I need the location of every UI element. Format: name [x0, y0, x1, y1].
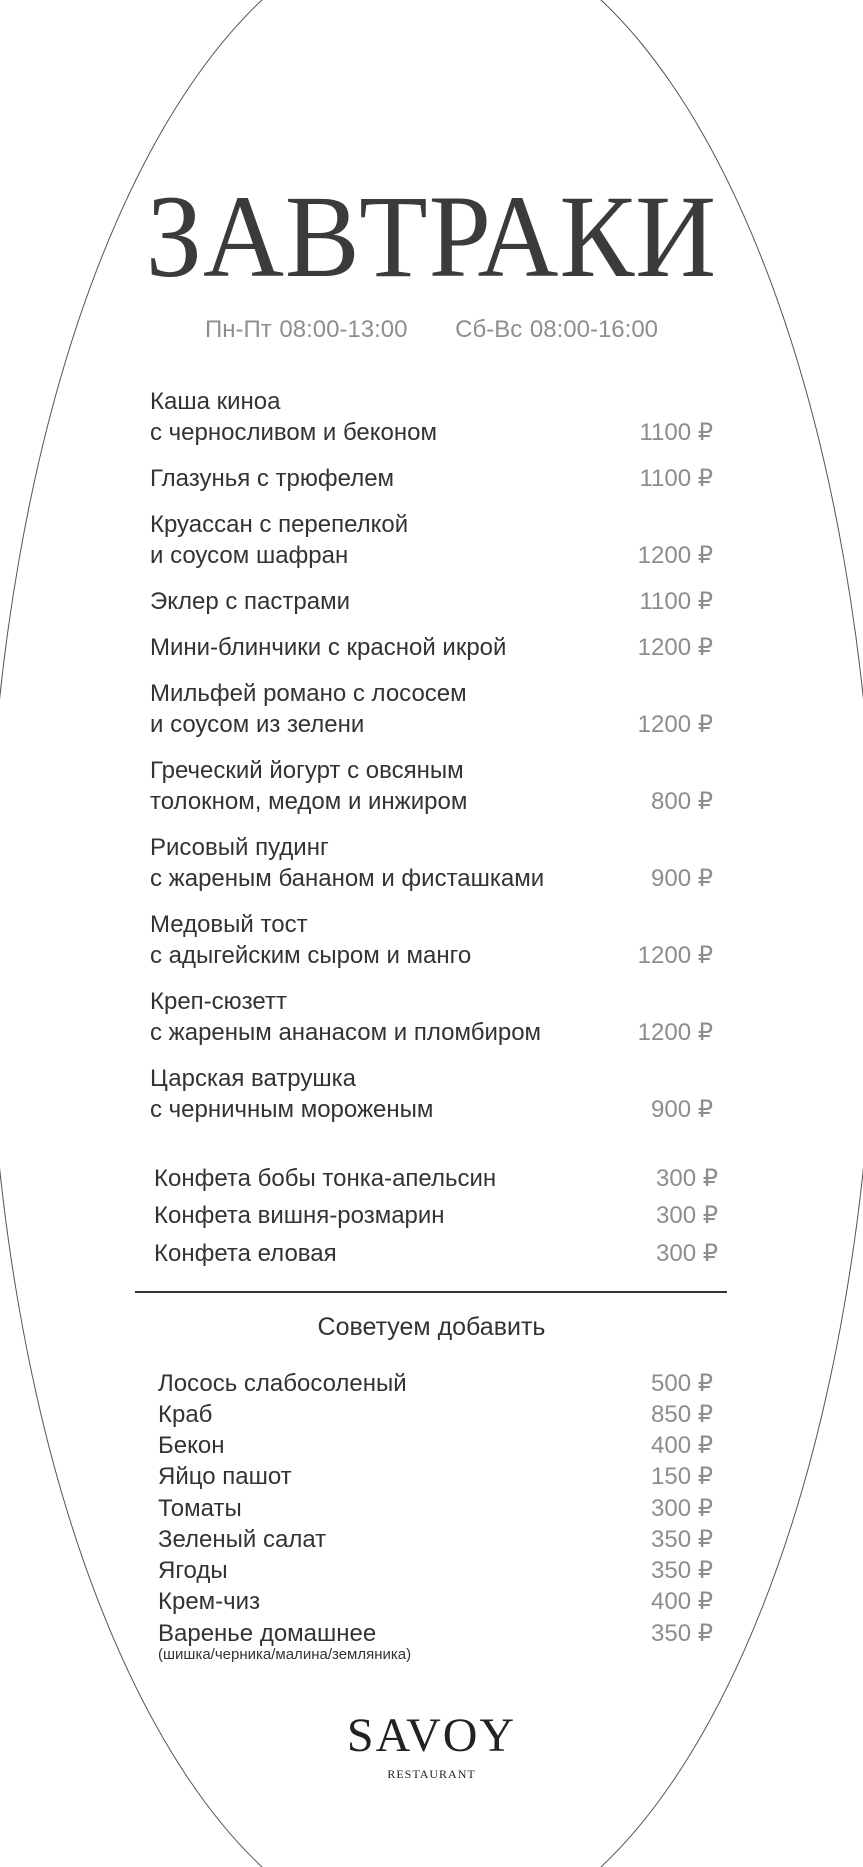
- menu-item: Глазунья с трюфелем 1100 ₽: [150, 465, 713, 492]
- menu-item: Греческий йогурт с овсяным толокном, медом и инжиром 800 ₽: [150, 757, 713, 815]
- addon-item: Томаты 300 ₽: [158, 1495, 713, 1522]
- addon-item: Яйцо пашот 150 ₽: [158, 1463, 713, 1490]
- menu-item-price: 1100 ₽: [639, 465, 713, 492]
- addon-item: Бекон 400 ₽: [158, 1432, 713, 1459]
- menu-item-price: 900 ₽: [651, 1096, 713, 1123]
- addon-price: 400 ₽: [651, 1432, 713, 1459]
- opening-hours: [0, 316, 863, 344]
- addon-price: 400 ₽: [651, 1588, 713, 1615]
- menu-item-price: 1200 ₽: [637, 711, 713, 738]
- addon-item: Крем-чиз 400 ₽: [158, 1588, 713, 1615]
- sweet-price: 300 ₽: [656, 1202, 718, 1229]
- addon-price: 350 ₽: [651, 1526, 713, 1553]
- sweet-price: 300 ₽: [656, 1165, 718, 1192]
- menu-item: Мини-блинчики с красной икрой 1200 ₽: [150, 634, 713, 661]
- hours-weekdays: Пн-Пт 08:00-13:00: [204, 316, 408, 343]
- addon-price: 350 ₽: [651, 1557, 713, 1584]
- addon-price: 150 ₽: [651, 1463, 713, 1490]
- sweet-price: 300 ₽: [656, 1240, 718, 1267]
- addon-item: Варенье домашнее 350 ₽: [158, 1620, 713, 1647]
- sweet-item: Конфета бобы тонка-апельсин 300 ₽: [154, 1165, 718, 1192]
- addon-price: 300 ₽: [651, 1495, 713, 1522]
- addon-price: 500 ₽: [651, 1370, 713, 1397]
- hours-weekend: Сб-Вс 08:00-16:00: [455, 316, 659, 343]
- menu-item: Рисовый пудинг с жареным бананом и фисташками 900 ₽: [150, 834, 713, 892]
- section-divider: [135, 1291, 727, 1293]
- menu-item: Круассан с перепелкой и соусом шафран 1200 ₽: [150, 511, 713, 569]
- sweet-item: Конфета вишня-розмарин 300 ₽: [154, 1202, 718, 1229]
- menu-item-price: 1200 ₽: [637, 942, 713, 969]
- page-title: ЗАВТРАКИ: [145, 171, 718, 302]
- menu-item: Каша киноа с черносливом и беконом 1100 ₽: [150, 388, 713, 446]
- brand-subtitle: RESTAURANT: [387, 1767, 476, 1781]
- menu-item-price: 1200 ₽: [637, 1019, 713, 1046]
- addon-item: Ягоды 350 ₽: [158, 1557, 713, 1584]
- menu-item: Царская ватрушка с черничным мороженым 900 ₽: [150, 1065, 713, 1123]
- jam-flavors-note: (шишка/черника/малина/земляника): [158, 1646, 412, 1663]
- menu-item: Мильфей романо с лососем и соусом из зелени 1200 ₽: [150, 680, 713, 738]
- addon-item: Зеленый салат 350 ₽: [158, 1526, 713, 1553]
- addon-price: 350 ₽: [651, 1620, 713, 1647]
- menu-item-price: 1100 ₽: [639, 419, 713, 446]
- addon-item: Лосось слабосоленый 500 ₽: [158, 1370, 713, 1397]
- menu-item-price: 900 ₽: [651, 865, 713, 892]
- menu-item-price: 1200 ₽: [637, 634, 713, 661]
- menu-item-price: 1200 ₽: [637, 542, 713, 569]
- menu-item-price: 1100 ₽: [639, 588, 713, 615]
- menu-item: Медовый тост с адыгейским сыром и манго 1200 ₽: [150, 911, 713, 969]
- recommend-title: Советуем добавить: [317, 1313, 546, 1341]
- menu-item-price: 800 ₽: [651, 788, 713, 815]
- addon-price: 850 ₽: [651, 1401, 713, 1428]
- brand-logo: SAVOY: [346, 1709, 517, 1762]
- menu-item: Креп-сюзетт с жареным ананасом и пломбиром 1200 ₽: [150, 988, 713, 1046]
- addon-item: Краб 850 ₽: [158, 1401, 713, 1428]
- menu-item: Эклер с пастрами 1100 ₽: [150, 588, 713, 615]
- sweet-item: Конфета еловая 300 ₽: [154, 1240, 718, 1267]
